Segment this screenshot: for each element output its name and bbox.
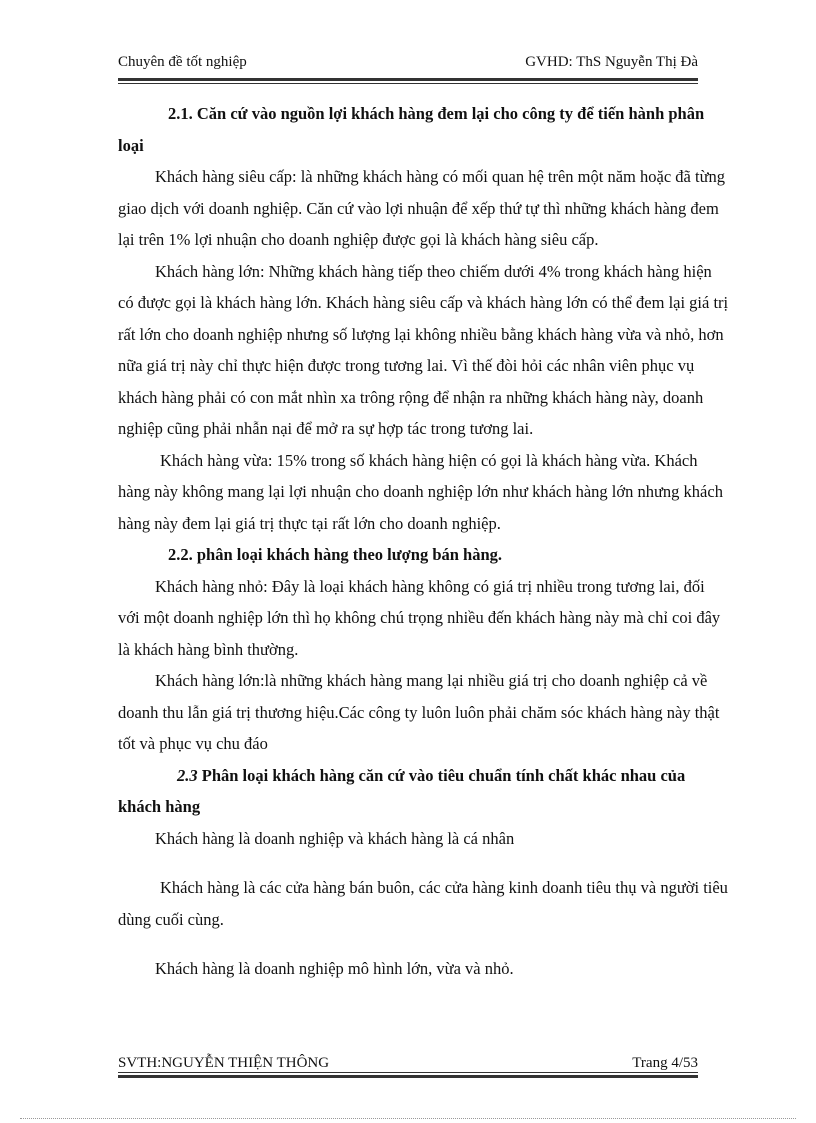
paragraph: Khách hàng lớn:là những khách hàng mang lại nhiều giá trị cho doanh nghiệp cả về doanh thu lẫn giá trị thương hiệu.Các công ty luôn luôn phải chăm sóc khách hàng này thật tốt và phục vụ chu đáo [118,671,720,753]
footer-left: SVTH:NGUYỄN THIỆN THÔNG [118,1055,330,1071]
page-number: Trang 4/53 [632,1055,698,1071]
footer-rule [118,1072,698,1078]
header-right: GVHD: ThS Nguyễn Thị Đà [525,54,698,70]
section-heading-text: Phân loại khách hàng căn cứ vào tiêu chuẩn tính chất khác nhau của khách hàng [118,765,686,816]
header-rule [118,78,698,84]
paragraph: Khách hàng là doanh nghiệp và khách hàng là cá nhân [155,828,515,848]
paragraph: Khách hàng siêu cấp: là những khách hàng có mối quan hệ trên một năm hoặc đã từng giao dịch với doanh nghiệp. Căn cứ vào lợi nhuận để xếp thứ tự thì những khách hàng đem lại trên 1% lợi nhuận cho doanh nghiệp được gọi là khách hàng siêu cấp. [118,167,726,249]
paragraph: Khách hàng là các cửa hàng bán buôn, các cửa hàng kinh doanh tiêu thụ và người tiêu dùng cuối cùng. [118,878,728,929]
paragraph: Khách hàng nhỏ: Đây là loại khách hàng không có giá trị nhiều trong tương lai, đối với một doanh nghiệp lớn thì họ không chú trọng nhiều đến khách hàng này mà chỉ coi đây là khách hàng bình thường. [118,576,721,659]
section-heading-2-3 [118,760,730,823]
paragraph: Khách hàng lớn: Những khách hàng tiếp theo chiếm dưới 4% trong khách hàng hiện có được gọi là khách hàng lớn. Khách hàng siêu cấp và khách hàng lớn có thể đem lại giá trị rất lớn cho doanh nghiệp nhưng số lượng lại không nhiều bằng khách hàng vừa và nhỏ, hơn nữa giá trị này chỉ thực hiện được trong tương lai. Vì thế đòi hỏi các nhân viên phục vụ khách hàng phải có con mắt nhìn xa trông rộng để nhận ra những khách hàng này, doanh nghiệp cũng phải nhẫn nại để mở ra sự hợp tác trong tương lai. [118,261,729,438]
section-heading-2-1: 2.1. Căn cứ vào nguồn lợi khách hàng đem lại cho công ty để tiến hành phân loại [118,104,705,155]
page-content [118,98,730,985]
page-break-line [20,1118,796,1119]
header-left: Chuyên đề tốt nghiệp [118,54,247,70]
section-heading-2-2: 2.2. phân loại khách hàng theo lượng bán hàng. [168,545,503,564]
section-number: 2.3 [177,765,198,785]
paragraph: Khách hàng là doanh nghiệp mô hình lớn, vừa và nhỏ. [155,959,514,978]
paragraph: Khách hàng vừa: 15% trong số khách hàng hiện có gọi là khách hàng vừa. Khách hàng này không mang lại lợi nhuận cho doanh nghiệp lớn như khách hàng lớn nhưng khách hàng này đem lại giá trị thực tại rất lớn cho doanh nghiệp. [118,450,723,533]
